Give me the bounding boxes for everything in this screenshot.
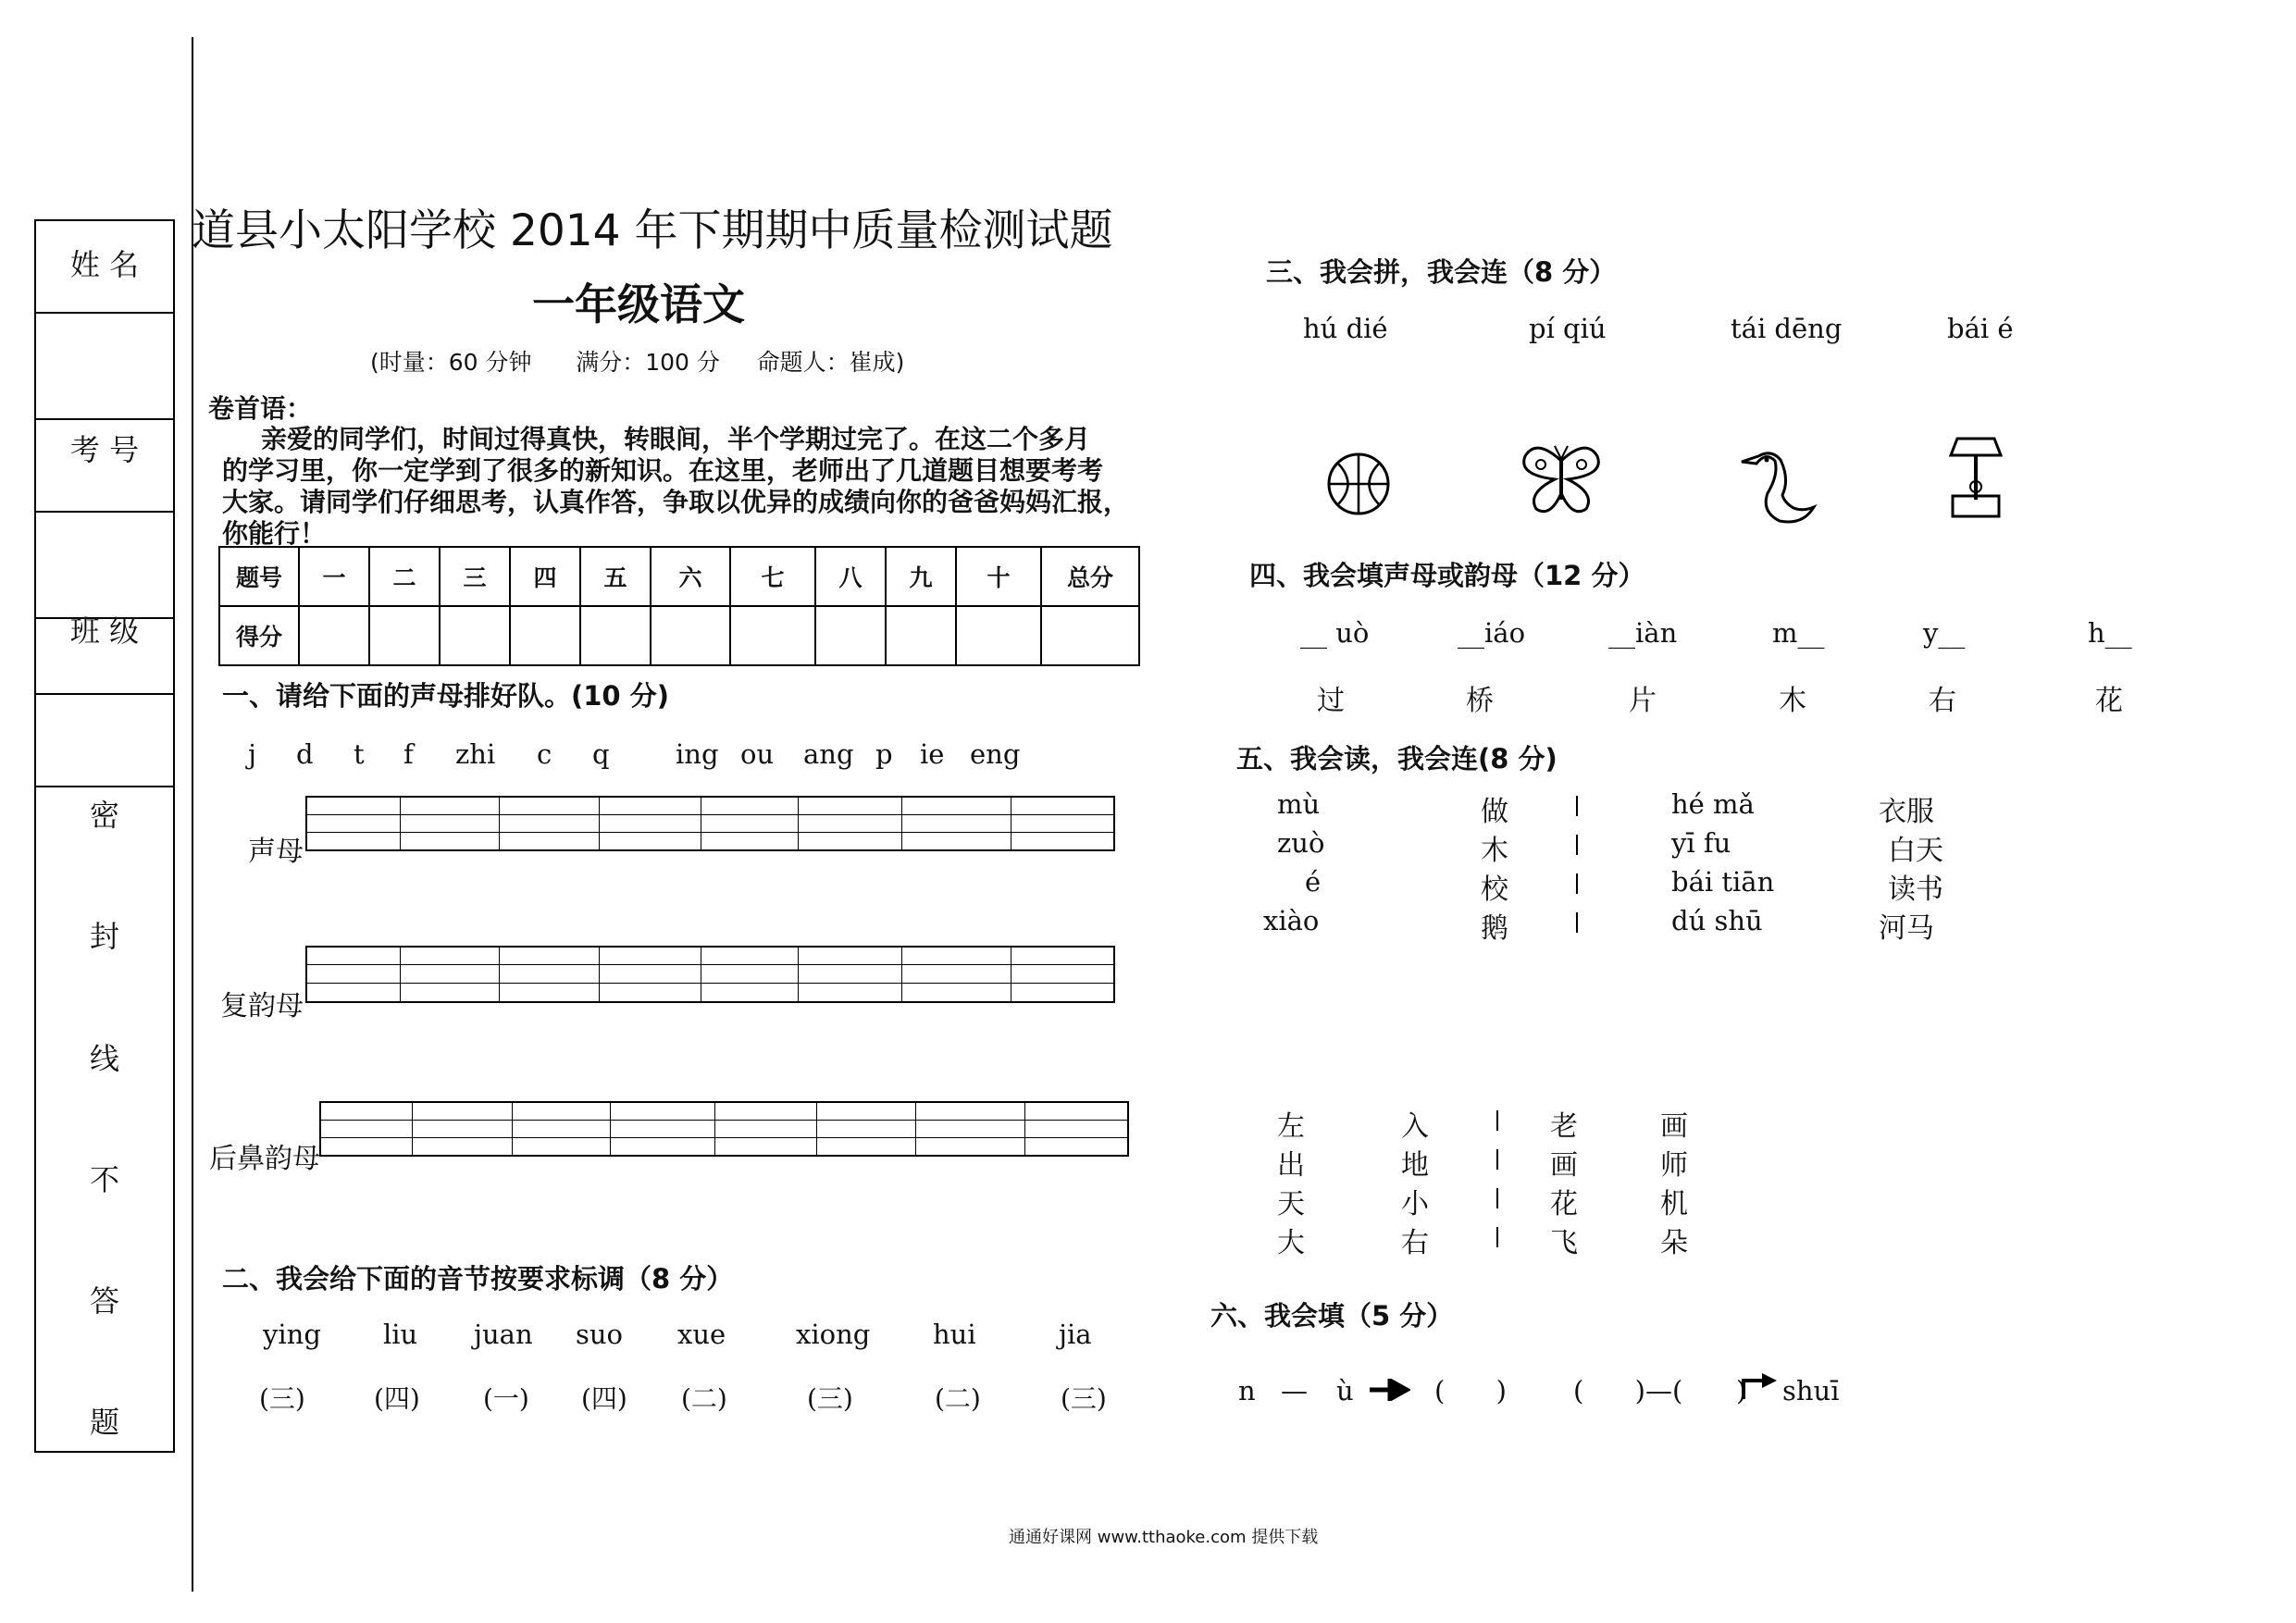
q3-pinyin: hú dié — [1303, 313, 1388, 344]
exam-meta: (时量：60 分钟 满分：100 分 命题人：崔成) — [370, 349, 905, 376]
q5-right-word: 河马 — [1879, 912, 1934, 945]
q5-title: 五、我会读，我会连(8 分) — [1236, 743, 1558, 774]
score-header: 题号 — [219, 547, 299, 606]
q6-title: 六、我会填（5 分） — [1210, 1300, 1454, 1332]
score-header: 四 — [510, 547, 580, 606]
q1-letter: zhi — [455, 738, 496, 770]
score-header: 二 — [369, 547, 440, 606]
page-title: 道县小太阳学校 2014 年下期期中质量检测试题 — [192, 205, 1113, 256]
q4-char: 右 — [1929, 685, 1956, 717]
q5-right-pinyin: bái tiān — [1671, 866, 1775, 898]
score-cell[interactable] — [956, 606, 1041, 665]
separator — [1496, 1110, 1498, 1131]
separator — [1576, 873, 1578, 894]
butterfly-icon[interactable] — [1518, 442, 1606, 518]
q5-right-pinyin: dú shū — [1671, 905, 1763, 936]
q2-tone: (一) — [483, 1383, 529, 1414]
footer-text: 通通好课网 www.tthaoke.com 提供下载 — [1009, 1528, 1319, 1547]
q5-combo-char: 大 — [1277, 1227, 1305, 1259]
q5-right-word: 读书 — [1888, 873, 1943, 906]
q1-row-label: 复韵母 — [220, 990, 304, 1022]
q2-syllable: hui — [933, 1319, 976, 1350]
q1-letter: f — [403, 738, 414, 770]
q2-syllable: xue — [677, 1319, 726, 1350]
q2-syllable: suo — [576, 1319, 624, 1350]
q4-blank[interactable]: h__ — [2088, 617, 2132, 649]
q5-right-word: 衣服 — [1879, 796, 1934, 828]
goose-icon[interactable] — [1738, 447, 1821, 530]
arrow-bent-right-icon — [1740, 1373, 1779, 1401]
q2-tone: (四) — [581, 1383, 627, 1414]
q3-pinyin: tái dēng — [1731, 313, 1843, 344]
q5-left-pinyin: zuò — [1277, 827, 1325, 859]
q5-left-pinyin: é — [1305, 866, 1322, 898]
q6-part: ù — [1336, 1375, 1354, 1406]
q3-pinyin: pí qiú — [1529, 313, 1607, 344]
q5-combo-char: 师 — [1660, 1149, 1688, 1182]
q2-syllable: juan — [474, 1319, 533, 1350]
arrow-right-icon — [1370, 1379, 1410, 1401]
q5-combo-char: 画 — [1660, 1110, 1688, 1143]
score-cell[interactable] — [886, 606, 956, 665]
q1-letter: q — [592, 738, 610, 770]
score-header: 七 — [730, 547, 815, 606]
q4-char: 片 — [1629, 685, 1657, 717]
q4-title: 四、我会填声母或韵母（12 分） — [1249, 560, 1645, 591]
q5-combo-char: 地 — [1401, 1149, 1429, 1182]
score-header: 五 — [580, 547, 651, 606]
q1-letter: ang — [803, 738, 854, 770]
score-cell[interactable] — [580, 606, 651, 665]
q5-combo-char: 天 — [1277, 1188, 1305, 1220]
q1-letter: d — [296, 738, 314, 770]
separator — [1576, 912, 1578, 933]
student-info-box — [34, 219, 175, 1453]
q2-tone: (三) — [807, 1383, 853, 1414]
seal-char: 题 — [89, 1405, 119, 1440]
q1-letter: ie — [920, 738, 945, 770]
q5-combo-char: 右 — [1401, 1227, 1429, 1259]
q1-letter: t — [354, 738, 365, 770]
q5-combo-char: 入 — [1401, 1110, 1429, 1143]
q5-combo-char: 画 — [1550, 1149, 1578, 1182]
binding-line — [192, 37, 193, 1592]
separator — [1496, 1227, 1498, 1247]
q2-syllable: xiong — [796, 1319, 871, 1350]
q3-pinyin: bái é — [1947, 313, 2014, 344]
q4-blank[interactable]: y__ — [1923, 617, 1966, 649]
q5-combo-char: 老 — [1550, 1110, 1578, 1143]
class-label: 班 级 — [69, 613, 140, 649]
score-cell[interactable] — [440, 606, 510, 665]
seal-char: 封 — [89, 919, 119, 954]
q2-syllable: liu — [383, 1319, 418, 1350]
q6-part: — — [1281, 1375, 1308, 1406]
score-header: 总分 — [1041, 547, 1139, 606]
seal-char: 线 — [89, 1041, 119, 1076]
q5-combo-char: 左 — [1277, 1110, 1305, 1143]
score-cell[interactable] — [510, 606, 580, 665]
q1-letter: c — [537, 738, 552, 770]
q5-combo-char: 朵 — [1660, 1227, 1688, 1259]
q2-tone: (四) — [374, 1383, 420, 1414]
q1-letter: j — [248, 738, 256, 770]
intro-line: 你能行！ — [222, 518, 327, 549]
score-cell[interactable] — [1041, 606, 1139, 665]
seal-char: 答 — [89, 1283, 119, 1319]
exam-number-label: 考 号 — [69, 432, 140, 467]
subject-title: 一年级语文 — [532, 279, 745, 329]
q4-char: 木 — [1779, 685, 1806, 717]
q5-combo-char: 飞 — [1550, 1227, 1578, 1259]
q5-left-pinyin: xiào — [1263, 905, 1320, 936]
score-table — [218, 546, 1140, 666]
q5-left-char: 鹅 — [1481, 912, 1508, 945]
name-label: 姓 名 — [69, 247, 140, 282]
q6-blank[interactable]: ( )—( — [1573, 1375, 1683, 1406]
q6-close-paren: ) — [1736, 1375, 1747, 1406]
seal-char: 密 — [89, 798, 119, 833]
intro-label: 卷首语： — [208, 393, 313, 424]
intro-line: 的学习里，你一定学到了很多的新知识。在这里，老师出了几道题目想要考考 — [222, 455, 1104, 486]
separator — [1576, 796, 1578, 816]
q1-letter: ou — [740, 738, 775, 770]
q6-part: shuī — [1782, 1375, 1840, 1406]
intro-line: 大家。请同学们仔细思考，认真作答，争取以优异的成绩向你的爸爸妈妈汇报， — [222, 487, 1130, 517]
q5-combo-char: 机 — [1660, 1188, 1688, 1220]
q4-blank[interactable]: m__ — [1772, 617, 1825, 649]
score-cell[interactable] — [369, 606, 440, 665]
q4-char: 花 — [2095, 685, 2123, 717]
q5-combo-char: 小 — [1401, 1188, 1429, 1220]
separator — [1496, 1188, 1498, 1208]
q2-tone: (二) — [935, 1383, 981, 1414]
q2-tone: (二) — [681, 1383, 727, 1414]
score-header: 十 — [956, 547, 1041, 606]
q1-grid-nasal-finals[interactable] — [319, 1101, 1129, 1157]
q5-left-char: 木 — [1481, 835, 1508, 867]
intro-line: 亲爱的同学们，时间过得真快，转眼间，半个学期过完了。在这二个多月 — [261, 424, 1091, 454]
q3-title: 三、我会拼，我会连（8 分） — [1266, 256, 1617, 288]
q1-title: 一、请给下面的声母排好队。(10 分) — [222, 680, 669, 712]
score-header: 九 — [886, 547, 956, 606]
q2-tone: (三) — [259, 1383, 305, 1414]
q4-char: 桥 — [1466, 685, 1494, 717]
q6-part: n — [1238, 1375, 1256, 1406]
q5-right-pinyin: yī fu — [1671, 827, 1731, 859]
separator — [1576, 835, 1578, 855]
score-header: 三 — [440, 547, 510, 606]
seal-char: 不 — [89, 1162, 119, 1197]
q1-grid-initials[interactable] — [305, 796, 1115, 851]
q5-right-pinyin: hé mǎ — [1671, 788, 1755, 820]
q1-letter: p — [875, 738, 893, 770]
q5-left-pinyin: mù — [1277, 788, 1321, 820]
q4-blank[interactable]: __iáo — [1458, 617, 1526, 649]
q5-left-char: 校 — [1481, 873, 1508, 906]
q2-syllable: jia — [1059, 1319, 1092, 1350]
q6-blank[interactable]: ( ) — [1434, 1375, 1507, 1406]
q1-row-label: 后鼻韵母 — [209, 1143, 320, 1175]
q4-char: 过 — [1317, 685, 1345, 717]
q1-letter: eng — [970, 738, 1021, 770]
q4-blank[interactable]: __iàn — [1608, 617, 1678, 649]
q5-right-word: 白天 — [1888, 835, 1943, 867]
score-header: 六 — [651, 547, 730, 606]
q2-title: 二、我会给下面的音节按要求标调（8 分） — [222, 1263, 734, 1295]
q1-row-label: 声母 — [248, 836, 304, 868]
score-cell[interactable] — [651, 606, 730, 665]
q1-grid-compound-finals[interactable] — [305, 946, 1115, 1003]
q5-combo-char: 出 — [1277, 1149, 1305, 1182]
score-cell[interactable] — [299, 606, 369, 665]
score-cell[interactable] — [815, 606, 886, 665]
q2-syllable: ying — [263, 1319, 321, 1350]
score-header: 八 — [815, 547, 886, 606]
score-header: 一 — [299, 547, 369, 606]
q5-left-char: 做 — [1481, 796, 1508, 828]
separator — [1496, 1149, 1498, 1170]
q4-blank[interactable]: __ uò — [1300, 617, 1370, 649]
q1-letter: ing — [676, 738, 719, 770]
q2-tone: (三) — [1061, 1383, 1107, 1414]
score-row-label: 得分 — [219, 606, 299, 665]
lamp-icon[interactable] — [1943, 435, 2008, 523]
q5-combo-char: 花 — [1550, 1188, 1578, 1220]
ball-icon[interactable] — [1326, 452, 1391, 516]
score-cell[interactable] — [730, 606, 815, 665]
